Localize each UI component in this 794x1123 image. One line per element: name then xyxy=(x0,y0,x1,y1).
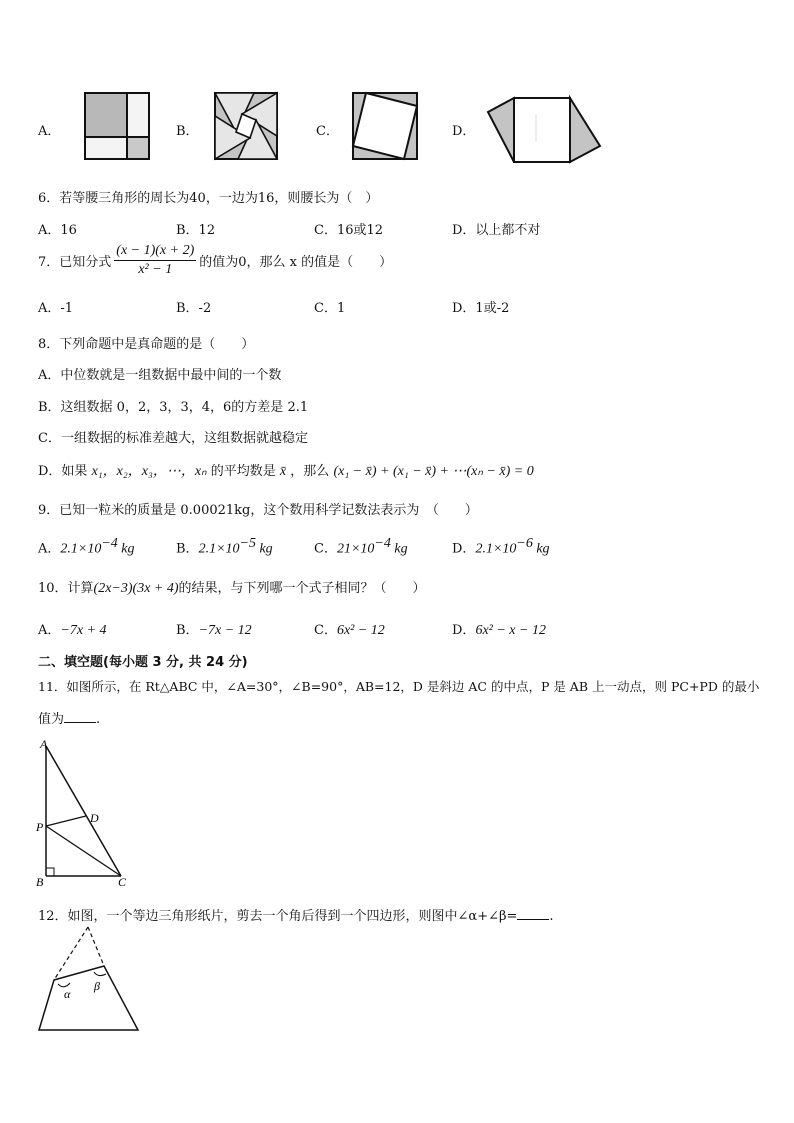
q9-c-mantissa: 21×10 xyxy=(336,541,375,557)
q8-d-mid: 的平均数是 xyxy=(210,464,276,479)
q9-option-c xyxy=(314,536,408,557)
q12-stem-end: . xyxy=(549,909,554,924)
q12-label-alpha: α xyxy=(64,987,71,1001)
q10-b-label: B． xyxy=(176,623,199,638)
q11-label-a: A xyxy=(40,737,48,751)
q5-option-b-label: B． xyxy=(176,124,199,139)
q11-answer-blank xyxy=(64,710,96,723)
q10-d-expr: 6x² − x − 12 xyxy=(475,623,546,638)
q7-option-c: C．1 xyxy=(314,301,346,316)
q9-a-exp: −4 xyxy=(101,536,118,551)
q11-line2-text: 值为 xyxy=(38,712,65,727)
q11-line2-end: . xyxy=(96,712,101,727)
q7-fraction xyxy=(114,243,196,278)
section-title: 二、填空题(每小题 3 分, 共 24 分) xyxy=(38,655,248,670)
q8-d-prefix: D．如果 xyxy=(38,464,88,479)
q12-triangle-figure xyxy=(36,924,142,1034)
q9-d-unit: kg xyxy=(532,541,550,557)
q12-label-beta: β xyxy=(94,979,100,993)
q8-d-comma: ，那么 xyxy=(290,464,330,479)
q9-b-mantissa: 2.1×10 xyxy=(198,541,240,557)
q7-prefix: 7．已知分式 xyxy=(38,255,112,270)
q10-option-a xyxy=(38,619,107,639)
q9-a-mantissa: 2.1×10 xyxy=(60,541,102,557)
q10-stem xyxy=(38,577,426,597)
q9-b-label: B． xyxy=(176,541,199,557)
q10-expr: (2x−3)(3x + 4) xyxy=(93,581,179,596)
q10-suffix: 的结果，与下列哪一个式子相同？（ ） xyxy=(178,581,426,596)
q5-figure-d xyxy=(486,94,602,164)
q7-denominator: x² − 1 xyxy=(138,262,173,277)
q5-option-d-label: D． xyxy=(452,124,476,139)
q8-d-mean: x̄ xyxy=(279,464,287,479)
q6-option-d: D．以上都不对 xyxy=(452,223,541,238)
q8-stem: 8．下列命题中是真命题的是（ ） xyxy=(38,337,255,352)
q12-answer-blank xyxy=(517,907,549,920)
q9-a-unit: kg xyxy=(117,541,135,557)
q9-option-d xyxy=(452,536,550,557)
q6-option-a: A．16 xyxy=(38,223,77,238)
q9-c-unit: kg xyxy=(390,541,408,557)
q9-stem: 9．已知一粒米的质量是 0.00021kg，这个数用科学记数法表示为 （ ） xyxy=(38,503,478,518)
q9-option-a xyxy=(38,536,135,557)
q10-c-expr: 6x² − 12 xyxy=(336,623,385,638)
q5-figure-a xyxy=(84,92,150,160)
q5-figure-b xyxy=(214,92,278,160)
q9-b-unit: kg xyxy=(255,541,273,557)
q8-d-vars: x₁，x₂，x₃，⋯，xₙ xyxy=(91,464,207,479)
q12-stem-text: 12．如图，一个等边三角形纸片，剪去一个角后得到一个四边形，则图中∠α+∠β= xyxy=(38,909,518,924)
q10-option-c xyxy=(314,619,385,639)
q9-d-exp: −6 xyxy=(516,536,533,551)
q7-stem xyxy=(38,243,392,278)
q8-d-expr: (x₁ − x̄) + (x₁ − x̄) + ⋯(xₙ − x̄) = 0 xyxy=(333,464,534,479)
q11-triangle-figure xyxy=(36,738,132,888)
q12-stem xyxy=(38,905,554,924)
q9-c-label: C． xyxy=(314,541,337,557)
q9-a-label: A． xyxy=(38,541,61,557)
q5-option-a-label: A． xyxy=(38,124,61,139)
q8-option-c: C．一组数据的标准差越大，这组数据就越稳定 xyxy=(38,431,308,446)
q9-option-b xyxy=(176,536,273,557)
q8-option-b: B．这组数据 0，2，3，3，4，6的方差是 2.1 xyxy=(38,400,309,415)
q10-d-label: D． xyxy=(452,623,476,638)
q7-numerator: (x − 1)(x + 2) xyxy=(114,243,196,261)
q5-option-c-label: C． xyxy=(316,124,339,139)
q11-line1: 11．如图所示，在 Rt△ABC 中，∠A=30°，∠B=90°，AB=12，D 是斜边 AC 的中点，P 是 AB 上一动点，则 PC+PD 的最小 xyxy=(38,679,760,694)
q7-suffix: 的值为0，那么 x 的值是（ ） xyxy=(199,255,393,270)
q9-d-mantissa: 2.1×10 xyxy=(475,541,517,557)
q6-stem: 6．若等腰三角形的周长为40，一边为16，则腰长为（ ） xyxy=(38,191,379,206)
q10-a-expr: −7x + 4 xyxy=(60,623,107,638)
q10-a-label: A． xyxy=(38,623,61,638)
q11-label-b: B xyxy=(36,875,44,889)
q11-label-d: D xyxy=(90,811,99,825)
q7-option-a: A．-1 xyxy=(38,301,74,316)
q7-option-d: D．1或-2 xyxy=(452,301,510,316)
q7-option-b: B．-2 xyxy=(176,301,212,316)
q8-option-d xyxy=(38,460,534,480)
q9-b-exp: −5 xyxy=(239,536,256,551)
q10-option-d xyxy=(452,619,546,639)
q10-b-expr: −7x − 12 xyxy=(198,623,252,638)
q11-label-c: C xyxy=(118,875,127,889)
q9-d-label: D． xyxy=(452,541,476,557)
q5-figure-c xyxy=(352,92,418,160)
q6-option-c: C．16或12 xyxy=(314,223,384,238)
q10-prefix: 10．计算 xyxy=(38,581,94,596)
q11-line2 xyxy=(38,708,100,727)
q11-label-p: P xyxy=(36,820,44,834)
q9-c-exp: −4 xyxy=(374,536,391,551)
q6-option-b: B．12 xyxy=(176,223,216,238)
q8-option-a: A．中位数就是一组数据中最中间的一个数 xyxy=(38,368,282,383)
q10-c-label: C． xyxy=(314,623,337,638)
q10-option-b xyxy=(176,619,252,639)
